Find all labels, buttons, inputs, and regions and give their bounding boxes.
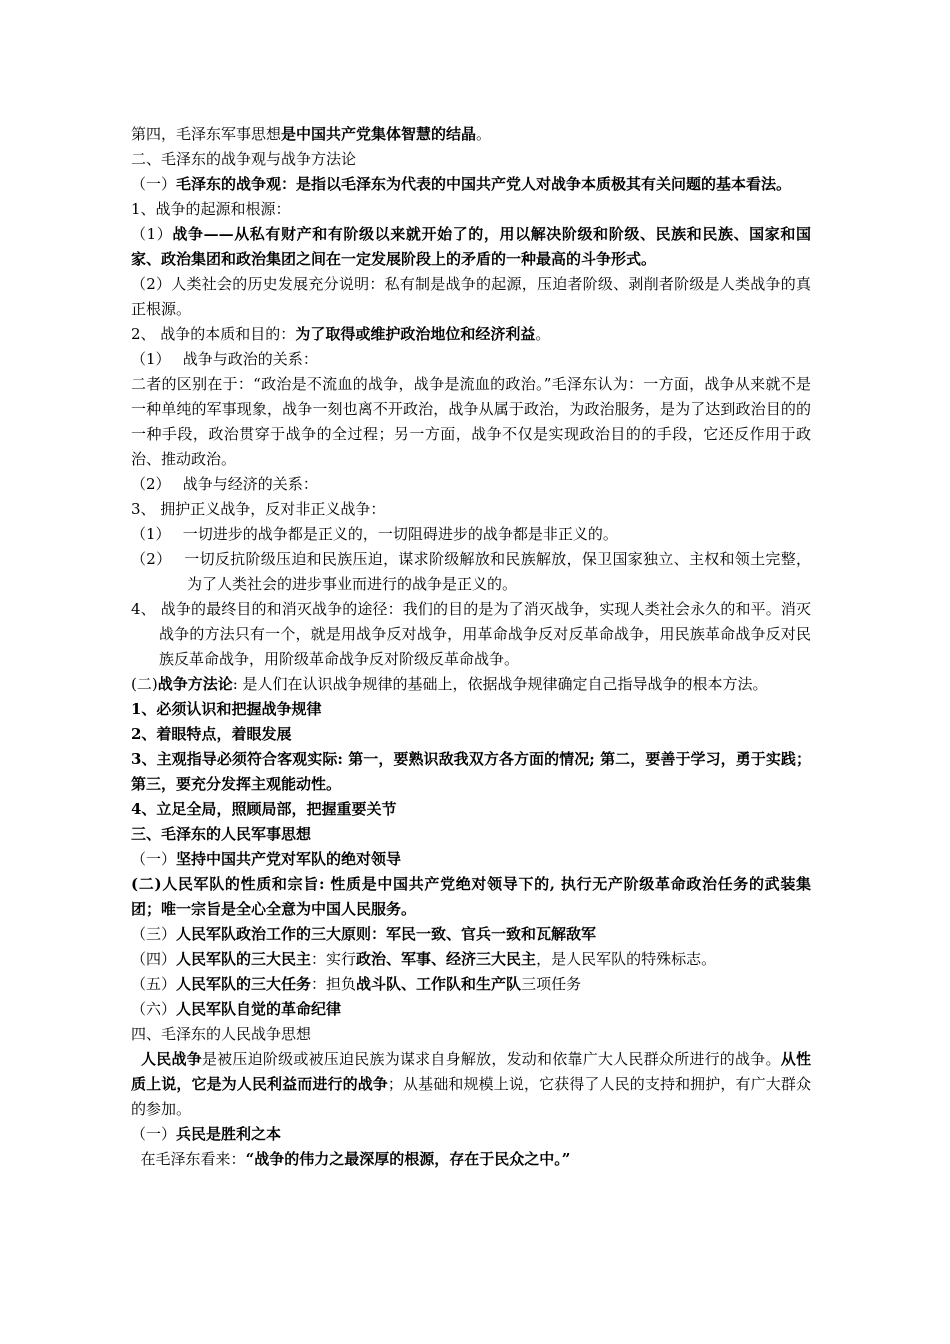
text-run: 第四，毛泽东军事思想: [131, 125, 282, 143]
text-run: 是被压迫阶级或被压迫民族为谋求自身解放，发动和依靠广大人民群众所进行的战争。: [201, 1050, 781, 1068]
list-item: （2） 一切反抗阶级压迫和民族压迫，谋求阶级解放和民族解放，保卫国家独立、主权和领土完整，为了人类社会的进步事业而进行的战争是正义的。: [131, 550, 811, 593]
text-run: [131, 1050, 141, 1068]
paragraph: [131, 322, 811, 347]
paragraph: [131, 172, 811, 197]
paragraph: [131, 847, 811, 872]
paragraph: [131, 922, 811, 947]
bold-run: 是中国共产党集体智慧的结晶: [281, 125, 477, 143]
text-run: : 是人们在认识战争规律的基础上，依据战争规律确定自己指导战争的根本方法。: [232, 675, 768, 693]
subheading: （2） 战争与经济的关系：: [131, 475, 318, 493]
paragraph: [131, 1047, 811, 1122]
bold-run: 战斗队、工作队和生产队: [356, 975, 522, 993]
text-run: 在毛泽东看来：: [131, 1150, 246, 1168]
bold-run: 从性质上说，它是为人民利益而进行的战争: [131, 1050, 811, 1093]
text-run: (二): [131, 675, 158, 693]
text-run: （一）: [131, 175, 177, 193]
paragraph: 二者的区别在于：“政治是不流血的战争，战争是流血的政治。”毛泽东认为：一方面，战争从来就不是一种单纯的军事现象，战争一刻也离不开政治，战争从属于政治，为政治服务，是为了达到政治目的的一种手段，政治贯穿于战争的全过程；另一方面，战争不仅是实现政治目的的手段，它还反作用于政治、推动政治。: [131, 375, 811, 468]
text-run: （一）: [131, 1125, 177, 1143]
text-run: 。: [535, 325, 551, 343]
subheading: （1） 战争与政治的关系：: [131, 350, 318, 368]
list-item: 3、主观指导必须符合客观实际: 第一，要熟识敌我双方各方面的情况; 第二，要善于学习，勇于实践；第三，要充分发挥主观能动性。: [131, 750, 811, 793]
text-run: ；从基础和规模上说，它获得了人民的支持和拥护，有广大群众的参加。: [131, 1075, 811, 1118]
text-run: （四）: [131, 950, 177, 968]
text-run: 三项任务: [521, 975, 582, 993]
paragraph: [131, 1122, 811, 1147]
paragraph: （2）人类社会的历史发展充分说明：私有制是战争的起源，压迫者阶级、剥削者阶级是人类战争的真正根源。: [131, 275, 811, 318]
bold-run: 战争方法论: [157, 675, 233, 693]
bold-run: 毛泽东的战争观：是指以毛泽东为代表的中国共产党人对战争本质极其有关问题的基本看法。: [176, 175, 792, 193]
text-run: （六）: [131, 1000, 177, 1018]
document-body: [131, 122, 811, 1172]
subheading: 3、 拥护正义战争，反对非正义战争：: [131, 500, 386, 518]
text-run: （1）: [131, 225, 173, 243]
text-run: ：担负: [311, 975, 357, 993]
bold-run: 兵民是胜利之本: [176, 1125, 282, 1143]
subheading: 1、战争的起源和根源：: [131, 200, 291, 218]
list-item: （1） 一切进步的战争都是正义的，一切阻碍进步的战争都是非正义的。: [131, 525, 618, 543]
section-heading: 三、毛泽东的人民军事思想: [131, 825, 312, 843]
bold-run: 人民军队的三大任务: [176, 975, 312, 993]
section-heading: 二、毛泽东的战争观与战争方法论: [131, 150, 357, 168]
bold-run: 战争——从私有财产和有阶级以来就开始了的，用以解决阶级和阶级、民族和民族、国家和国家、政治集团和政治集团之间在一定发展阶段上的矛盾的一种最高的斗争形式。: [131, 225, 811, 268]
bold-run: 人民军队自觉的革命纪律: [176, 1000, 342, 1018]
paragraph: [131, 997, 811, 1022]
bold-run: 为了取得或维护政治地位和经济利益: [295, 325, 536, 343]
bold-run: “战争的伟力之最深厚的根源，存在于民众之中。”: [245, 1150, 571, 1168]
list-item: 4、立足全局，照顾局部，把握重要关节: [131, 800, 397, 818]
paragraph: [131, 947, 811, 972]
text-run: （一）: [131, 850, 177, 868]
paragraph: [131, 672, 811, 697]
paragraph: [131, 1147, 811, 1172]
text-run: ：实行: [311, 950, 357, 968]
text-run: ，是人民军队的特殊标志。: [536, 950, 717, 968]
list-item: 4、 战争的最终目的和消灭战争的途径：我们的目的是为了消灭战争，实现人类社会永久的和平。消灭战争的方法只有一个，就是用战争反对战争，用革命战争反对反革命战争，用民族革命战争反对民族反革命战争，用阶级革命战争反对阶级反革命战争。: [131, 600, 811, 668]
text-run: 。: [476, 125, 492, 143]
text-run: （五）: [131, 975, 177, 993]
text-run: 2、 战争的本质和目的：: [131, 325, 296, 343]
bold-run: 人民军队的三大民主: [176, 950, 312, 968]
paragraph: [131, 972, 811, 997]
paragraph: [131, 222, 811, 272]
paragraph: [131, 122, 811, 147]
bold-run: 人民战争: [141, 1050, 202, 1068]
paragraph: (二)人民军队的性质和宗旨: 性质是中国共产党绝对领导下的, 执行无产阶级革命政治任务的武装集团；唯一宗旨是全心全意为中国人民服务。: [131, 875, 811, 918]
list-item: 2、着眼特点，着眼发展: [131, 725, 292, 743]
text-run: （三）: [131, 925, 177, 943]
bold-run: 人民军队政治工作的三大原则：军民一致、官兵一致和瓦解敌军: [176, 925, 597, 943]
section-heading: 四、毛泽东的人民战争思想: [131, 1025, 312, 1043]
bold-run: 坚持中国共产党对军队的绝对领导: [176, 850, 402, 868]
list-item: 1、必须认识和把握战争规律: [131, 700, 322, 718]
bold-run: 政治、军事、经济三大民主: [356, 950, 537, 968]
